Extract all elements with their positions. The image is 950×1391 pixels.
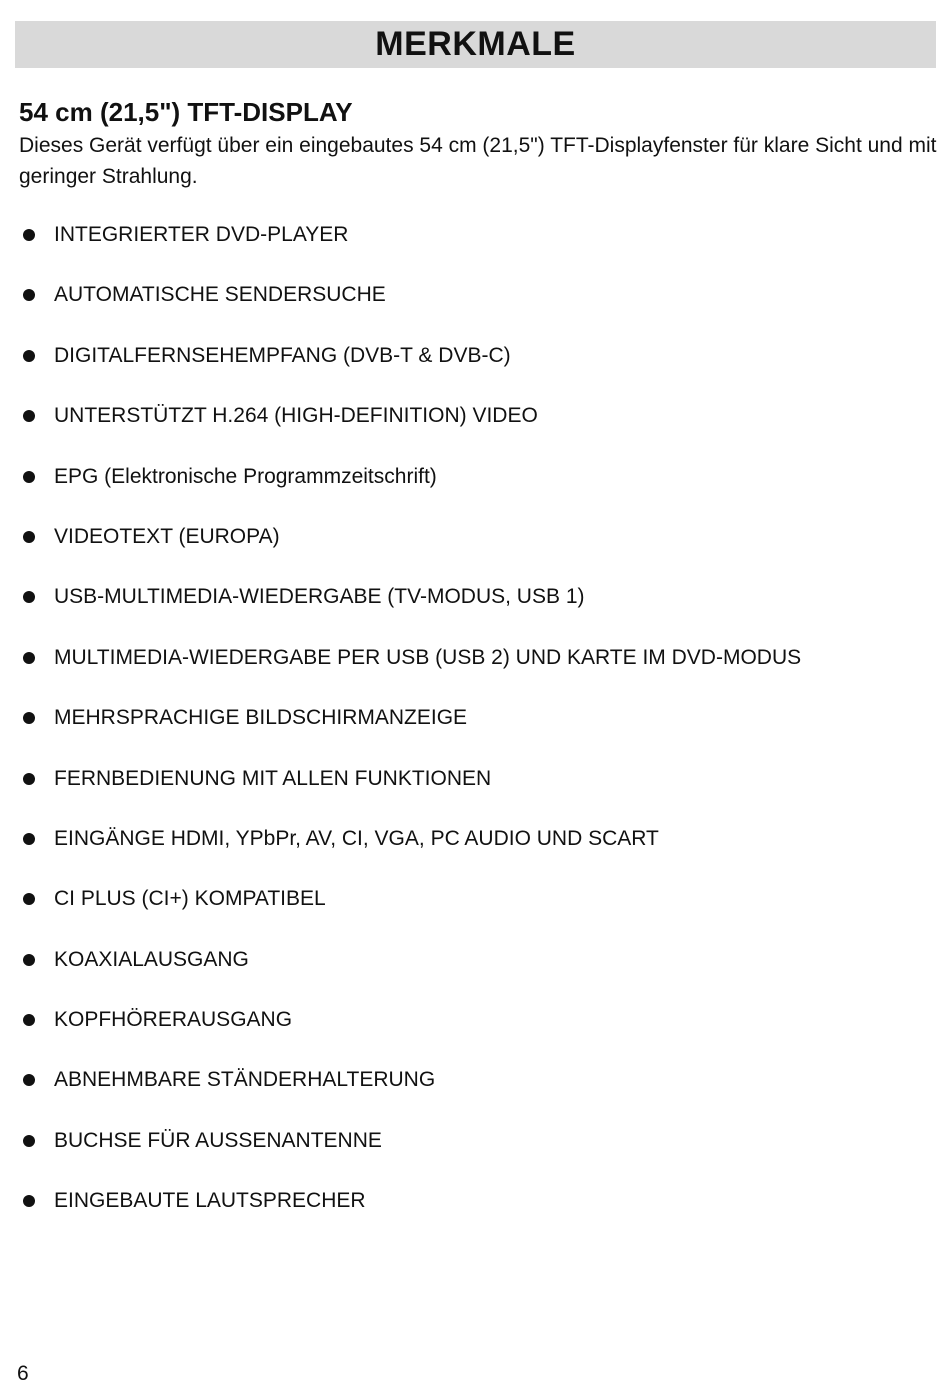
feature-item <box>0 579 950 639</box>
bullet-icon <box>23 1074 35 1086</box>
feature-item <box>0 1062 950 1122</box>
bullet-icon <box>23 833 35 845</box>
feature-item <box>0 519 950 579</box>
bullet-icon <box>23 954 35 966</box>
bullet-icon <box>23 471 35 483</box>
feature-label: DIGITALFERNSEHEMPFANG (DVB-T & DVB-C) <box>54 343 511 367</box>
feature-label: AUTOMATISCHE SENDERSUCHE <box>54 283 386 307</box>
feature-item <box>0 1183 950 1243</box>
feature-item <box>0 821 950 881</box>
feature-label: KOPFHÖRERAUSGANG <box>54 1008 293 1032</box>
bullet-icon <box>23 773 35 785</box>
bullet-icon <box>23 350 35 362</box>
page-number: 6 <box>17 1362 29 1385</box>
bullet-icon <box>23 531 35 543</box>
feature-item <box>0 942 950 1002</box>
bullet-icon <box>23 289 35 301</box>
bullet-icon <box>23 712 35 724</box>
feature-list <box>0 217 950 1244</box>
feature-item <box>0 398 950 458</box>
bullet-icon <box>23 591 35 603</box>
feature-item <box>0 761 950 821</box>
bullet-icon <box>23 1135 35 1147</box>
bullet-icon <box>23 893 35 905</box>
section-description: Dieses Gerät verfügt über ein eingebautes 54 cm (21,5") TFT-Displayfenster für klare Sicht und mit geringer Strahlung. <box>19 134 937 188</box>
feature-label: EINGEBAUTE LAUTSPRECHER <box>54 1189 366 1213</box>
bullet-icon <box>23 652 35 664</box>
feature-label: EINGÄNGE HDMI, YPbPr, AV, CI, VGA, PC AUDIO UND SCART <box>54 826 659 850</box>
feature-item <box>0 881 950 941</box>
feature-label: BUCHSE FÜR AUSSENANTENNE <box>54 1128 382 1152</box>
feature-label: VIDEOTEXT (EUROPA) <box>54 524 280 548</box>
feature-item <box>0 1123 950 1183</box>
feature-label: KOAXIALAUSGANG <box>54 947 249 971</box>
feature-label: MEHRSPRACHIGE BILDSCHIRMANZEIGE <box>54 706 468 730</box>
page-title: MERKMALE <box>375 25 576 63</box>
bullet-icon <box>23 229 35 241</box>
feature-label: EPG (Elektronische Programmzeitschrift) <box>54 464 437 488</box>
feature-label: USB-MULTIMEDIA-WIEDERGABE (TV-MODUS, USB 1) <box>54 585 585 609</box>
feature-label: CI PLUS (CI+) KOMPATIBEL <box>54 887 326 911</box>
bullet-icon <box>23 1195 35 1207</box>
bullet-icon <box>23 1014 35 1026</box>
feature-item <box>0 1002 950 1062</box>
feature-item <box>0 640 950 700</box>
feature-label: FERNBEDIENUNG MIT ALLEN FUNKTIONEN <box>54 766 492 790</box>
page-header <box>15 21 936 68</box>
feature-item <box>0 459 950 519</box>
feature-item <box>0 338 950 398</box>
feature-label: INTEGRIERTER DVD-PLAYER <box>54 223 349 246</box>
feature-item <box>0 700 950 760</box>
section-title: 54 cm (21,5") TFT-DISPLAY <box>19 97 353 127</box>
feature-item <box>0 217 950 277</box>
feature-label: MULTIMEDIA-WIEDERGABE PER USB (USB 2) UND KARTE IM DVD-MODUS <box>54 645 802 669</box>
feature-item <box>0 277 950 337</box>
bullet-icon <box>23 410 35 422</box>
feature-label: ABNEHMBARE STÄNDERHALTERUNG <box>54 1068 436 1092</box>
feature-label: UNTERSTÜTZT H.264 (HIGH-DEFINITION) VIDEO <box>54 404 538 428</box>
